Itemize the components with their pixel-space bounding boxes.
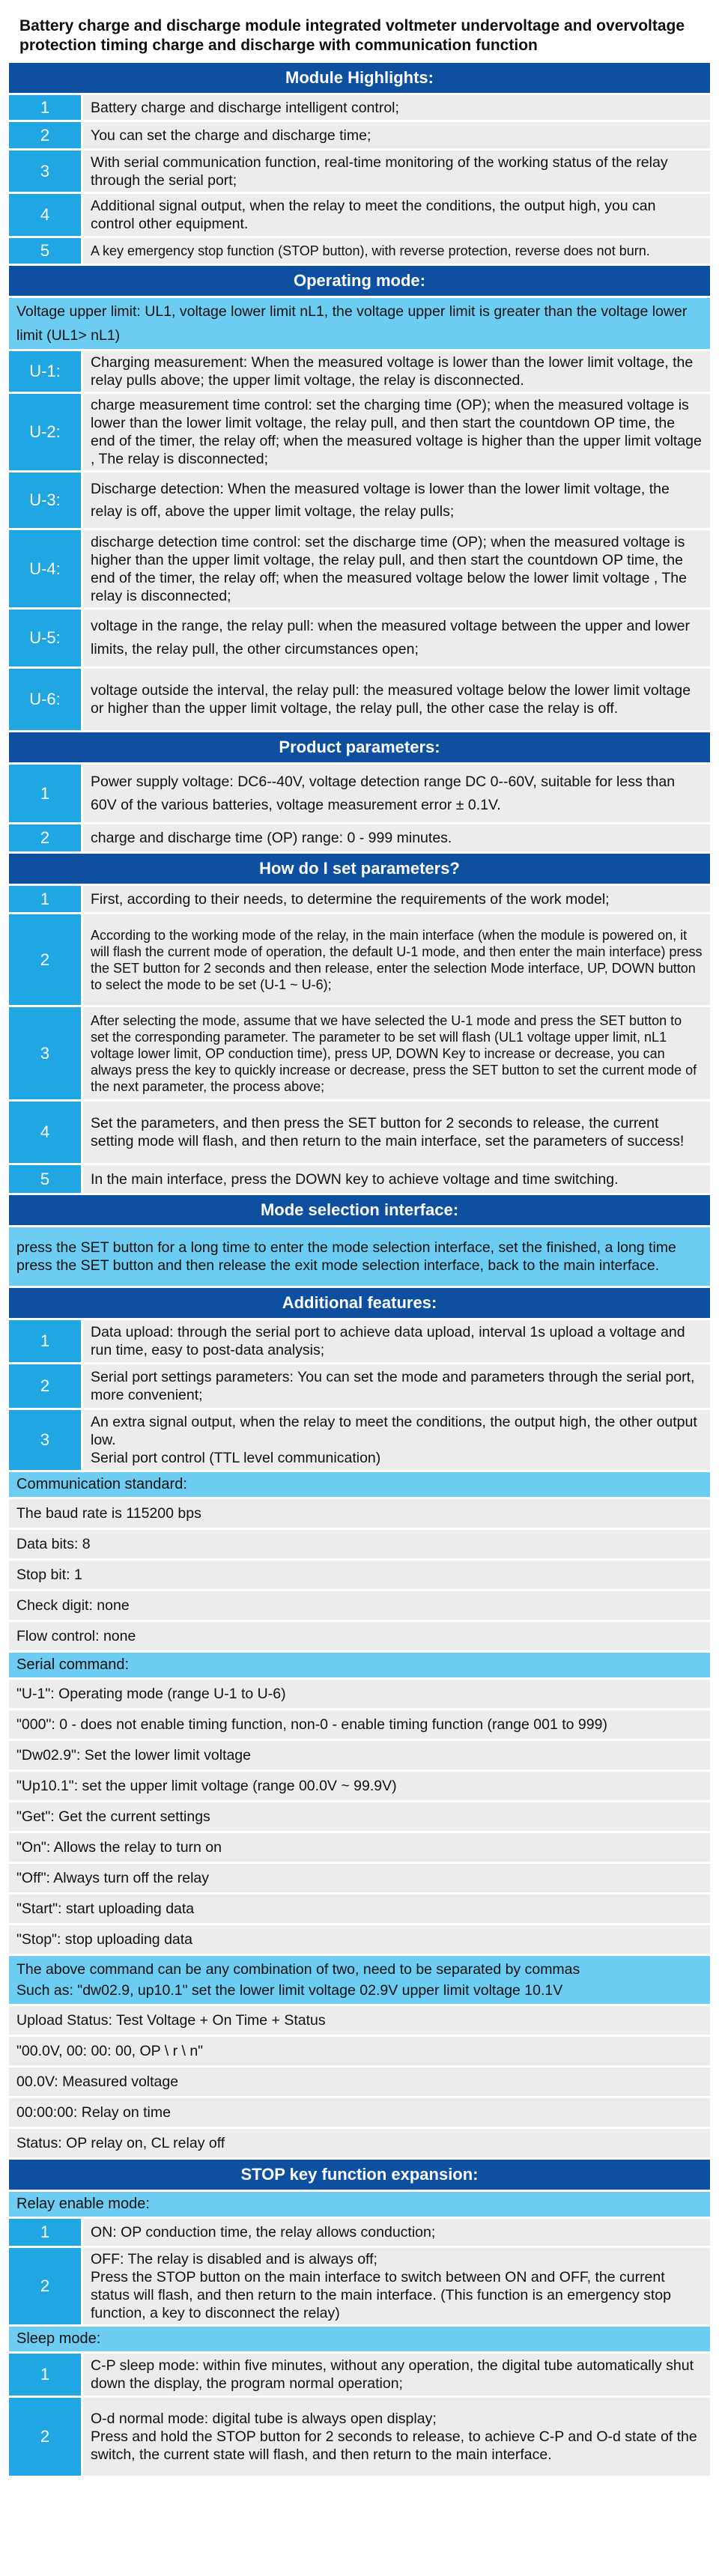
row-number: 3 bbox=[9, 151, 81, 192]
mode-row bbox=[9, 394, 710, 473]
row-text: Power supply voltage: DC6--40V, voltage detection range DC 0--60V, suitable for less than 60V of the various batteries, voltage measurement error ± 0.1V. bbox=[81, 765, 710, 822]
step-row bbox=[9, 1102, 710, 1165]
serial-line: "Dw02.9": Set the lower limit voltage bbox=[9, 1741, 710, 1772]
sleep-heading: Sleep mode: bbox=[9, 2327, 710, 2354]
comm-line: Flow control: none bbox=[9, 1622, 710, 1653]
setparams-heading: How do I set parameters? bbox=[9, 854, 710, 886]
row-text: In the main interface, press the DOWN key to achieve voltage and time switching. bbox=[81, 1165, 710, 1193]
step-row bbox=[9, 1165, 710, 1195]
mode-row bbox=[9, 351, 710, 394]
operating-intro: Voltage upper limit: UL1, voltage lower limit nL1, the voltage upper limit is greater than the voltage lower limit (UL1> nL1) bbox=[9, 298, 710, 351]
status-line: Status: OP relay on, CL relay off bbox=[9, 2129, 710, 2160]
row-text bbox=[81, 2248, 710, 2324]
comm-line: Stop bit: 1 bbox=[9, 1561, 710, 1591]
comm-line: Check digit: none bbox=[9, 1591, 710, 1622]
comm-heading: Communication standard: bbox=[9, 1472, 710, 1499]
serial-line: "U-1": Operating mode (range U-1 to U-6) bbox=[9, 1680, 710, 1710]
mode-label: U-1: bbox=[9, 351, 81, 392]
mode-label: U-3: bbox=[9, 473, 81, 528]
comm-line: The baud rate is 115200 bps bbox=[9, 1499, 710, 1530]
row-text: Additional signal output, when the relay to meet the conditions, the output high, you can control other equipment. bbox=[81, 194, 710, 236]
additional-heading: Additional features: bbox=[9, 1288, 710, 1320]
row-number: 1 bbox=[9, 2354, 81, 2396]
mode-text: charge measurement time control: set the charging time (OP); when the measured voltage is lower than the lower limit voltage, the relay pull, and then start the countdown OP time, the end of the timer, the relay off; when the measured voltage is higher than the upper limit voltage , The relay is disconnected; bbox=[81, 394, 710, 470]
status-line: Upload Status: Test Voltage + On Time + Status bbox=[9, 2006, 710, 2037]
row-text bbox=[81, 2354, 710, 2396]
spec-sheet bbox=[9, 0, 710, 2476]
serial-line: "Up10.1": set the upper limit voltage (range 00.0V ~ 99.9V) bbox=[9, 1772, 710, 1802]
mode-text: Discharge detection: When the measured voltage is lower than the lower limit voltage, the relay is off, above the upper limit voltage, the relay pulls; bbox=[81, 473, 710, 528]
row-number: 3 bbox=[9, 1410, 81, 1470]
relay-row bbox=[9, 2219, 710, 2248]
row-text: charge and discharge time (OP) range: 0 - 999 minutes. bbox=[81, 824, 710, 851]
row-text-line: Serial port control (TTL level communication) bbox=[91, 1450, 381, 1466]
mode-text: voltage outside the interval, the relay pull: the measured voltage below the lower limit voltage or higher than the upper limit voltage, the relay pull, the other case the relay is off. bbox=[81, 669, 710, 730]
serial-note-line: Such as: "dw02.9, up10.1" set the lower limit voltage 02.9V upper limit voltage 10.1V bbox=[16, 1982, 563, 1999]
mode-label: U-6: bbox=[9, 669, 81, 730]
status-line: "00.0V, 00: 00: 00, OP \ r \ n" bbox=[9, 2037, 710, 2068]
row-text: Serial port settings parameters: You can set the mode and parameters through the serial port, more convenient; bbox=[81, 1364, 710, 1408]
row-text-line: ON: OP conduction time, the relay allows conduction; bbox=[91, 2224, 436, 2241]
row-text-line: An extra signal output, when the relay to meet the conditions, the output high, the other output low. bbox=[91, 1414, 697, 1448]
row-number: 3 bbox=[9, 1007, 81, 1099]
row-number: 2 bbox=[9, 122, 81, 148]
highlight-row bbox=[9, 238, 710, 266]
serial-line: "000": 0 - does not enable timing function, non-0 - enable timing function (range 001 to 999) bbox=[9, 1710, 710, 1741]
row-text-line: C-P sleep mode: within five minutes, without any operation, the digital tube automatically shut down the display, the program normal operation; bbox=[91, 2357, 694, 2392]
relay-row bbox=[9, 2248, 710, 2327]
mode-text: voltage in the range, the relay pull: when the measured voltage between the upper and lower limits, the relay pull, the other circumstances open; bbox=[81, 610, 710, 666]
row-text-line: Press and hold the STOP button for 2 seconds to release, to achieve C-P and O-d state of the switch, the current state will flash, and then return to the main interface. bbox=[91, 2428, 697, 2463]
row-number: 4 bbox=[9, 194, 81, 236]
serial-line: "On": Allows the relay to turn on bbox=[9, 1833, 710, 1864]
serial-line: "Off": Always turn off the relay bbox=[9, 1864, 710, 1895]
status-line: 00:00:00: Relay on time bbox=[9, 2098, 710, 2129]
status-line: 00.0V: Measured voltage bbox=[9, 2068, 710, 2098]
row-text: A key emergency stop function (STOP button), with reverse protection, reverse does not burn. bbox=[81, 238, 710, 264]
step-row bbox=[9, 914, 710, 1007]
row-number: 2 bbox=[9, 914, 81, 1005]
mode-row bbox=[9, 473, 710, 530]
row-number: 4 bbox=[9, 1102, 81, 1163]
mode-text: Charging measurement: When the measured voltage is lower than the lower limit voltage, the relay pulls above; the upper limit voltage, the relay is disconnected. bbox=[81, 351, 710, 392]
mode-row bbox=[9, 530, 710, 610]
row-number: 2 bbox=[9, 824, 81, 851]
mode-text: discharge detection time control: set the discharge time (OP); when the measured voltage is higher than the upper limit voltage, the relay pull, and then start the countdown OP time, the end of the timer, the relay off; when the measured voltage below the lower limit voltage , The relay is disconnected; bbox=[81, 530, 710, 607]
sleep-row bbox=[9, 2354, 710, 2398]
row-number: 5 bbox=[9, 238, 81, 264]
row-text bbox=[81, 2219, 710, 2246]
modesel-text: press the SET button for a long time to enter the mode selection interface, set the finished, a long time press the SET button and then release the exit mode selection interface, back to the main interface. bbox=[9, 1227, 710, 1288]
comm-line: Data bits: 8 bbox=[9, 1530, 710, 1561]
serial-line: "Get": Get the current settings bbox=[9, 1802, 710, 1833]
serial-heading: Serial command: bbox=[9, 1653, 710, 1680]
row-number: 2 bbox=[9, 2248, 81, 2324]
row-text: Data upload: through the serial port to achieve data upload, interval 1s upload a voltage and run time, easy to post-data analysis; bbox=[81, 1320, 710, 1362]
serial-line: "Start": start uploading data bbox=[9, 1895, 710, 1925]
mode-label: U-2: bbox=[9, 394, 81, 470]
param-row bbox=[9, 765, 710, 824]
mode-row bbox=[9, 610, 710, 669]
feature-row bbox=[9, 1410, 710, 1472]
row-number: 1 bbox=[9, 95, 81, 120]
row-number: 2 bbox=[9, 1364, 81, 1408]
row-text: You can set the charge and discharge time; bbox=[81, 122, 710, 148]
row-number: 1 bbox=[9, 1320, 81, 1362]
param-row bbox=[9, 824, 710, 854]
operating-heading: Operating mode: bbox=[9, 266, 710, 298]
mode-label: U-5: bbox=[9, 610, 81, 666]
sleep-row bbox=[9, 2398, 710, 2476]
feature-row bbox=[9, 1364, 710, 1410]
step-row bbox=[9, 886, 710, 914]
row-text: First, according to their needs, to determine the requirements of the work model; bbox=[81, 886, 710, 912]
mode-label: U-4: bbox=[9, 530, 81, 607]
row-number: 1 bbox=[9, 886, 81, 912]
row-text: With serial communication function, real-time monitoring of the working status of the relay through the serial port; bbox=[81, 151, 710, 192]
row-text-line: O-d normal mode: digital tube is always open display; bbox=[91, 2411, 437, 2427]
row-text: Set the parameters, and then press the SET button for 2 seconds to release, the current setting mode will flash, and then return to the main interface, set the parameters of success! bbox=[81, 1102, 710, 1163]
row-number: 1 bbox=[9, 765, 81, 822]
row-text bbox=[81, 1410, 710, 1470]
row-text-line: Press the STOP button on the main interface to switch between ON and OFF, the current status will flash, and then return to the main interface. (This function is an emergency stop function, a key to disconnect the relay) bbox=[91, 2269, 671, 2321]
row-number: 5 bbox=[9, 1165, 81, 1193]
modesel-heading: Mode selection interface: bbox=[9, 1195, 710, 1227]
step-row bbox=[9, 1007, 710, 1102]
highlight-row bbox=[9, 95, 710, 122]
highlight-row bbox=[9, 194, 710, 238]
relay-heading: Relay enable mode: bbox=[9, 2192, 710, 2219]
row-text-line: OFF: The relay is disabled and is always off; bbox=[91, 2251, 377, 2267]
row-text bbox=[81, 2398, 710, 2476]
highlight-row bbox=[9, 122, 710, 151]
row-text: After selecting the mode, assume that we have selected the U-1 mode and press the SET button to set the corresponding parameter. The parameter to be set will flash (UL1 voltage upper limit, nL1 voltage lower limit, OP conduction time), press UP, DOWN Key to increase or decrease, you can always press the key to quickly increase or decrease, press the SET button to set the current mode of the next parameter, the process above; bbox=[81, 1007, 710, 1099]
serial-line: "Stop": stop uploading data bbox=[9, 1925, 710, 1956]
params-heading: Product parameters: bbox=[9, 732, 710, 765]
serial-note bbox=[9, 1956, 710, 2006]
feature-row bbox=[9, 1320, 710, 1364]
row-text: According to the working mode of the relay, in the main interface (when the module is powered on, it will flash the current mode of operation, the default U-1 mode, and then enter the main interface) press the SET button for 2 seconds and then release, enter the selection Mode interface, UP, DOWN button to select the mode to be set (U-1 ~ U-6); bbox=[81, 914, 710, 1005]
mode-row bbox=[9, 669, 710, 732]
highlights-heading: Module Highlights: bbox=[9, 63, 710, 95]
highlight-row bbox=[9, 151, 710, 194]
row-number: 2 bbox=[9, 2398, 81, 2476]
row-number: 1 bbox=[9, 2219, 81, 2246]
serial-note-line: The above command can be any combination of two, need to be separated by commas bbox=[16, 1961, 580, 1978]
row-text: Battery charge and discharge intelligent control; bbox=[81, 95, 710, 120]
stop-heading: STOP key function expansion: bbox=[9, 2160, 710, 2192]
page-title: Battery charge and discharge module integrated voltmeter undervoltage and overvoltage protection timing charge and discharge with communication function bbox=[19, 17, 685, 54]
